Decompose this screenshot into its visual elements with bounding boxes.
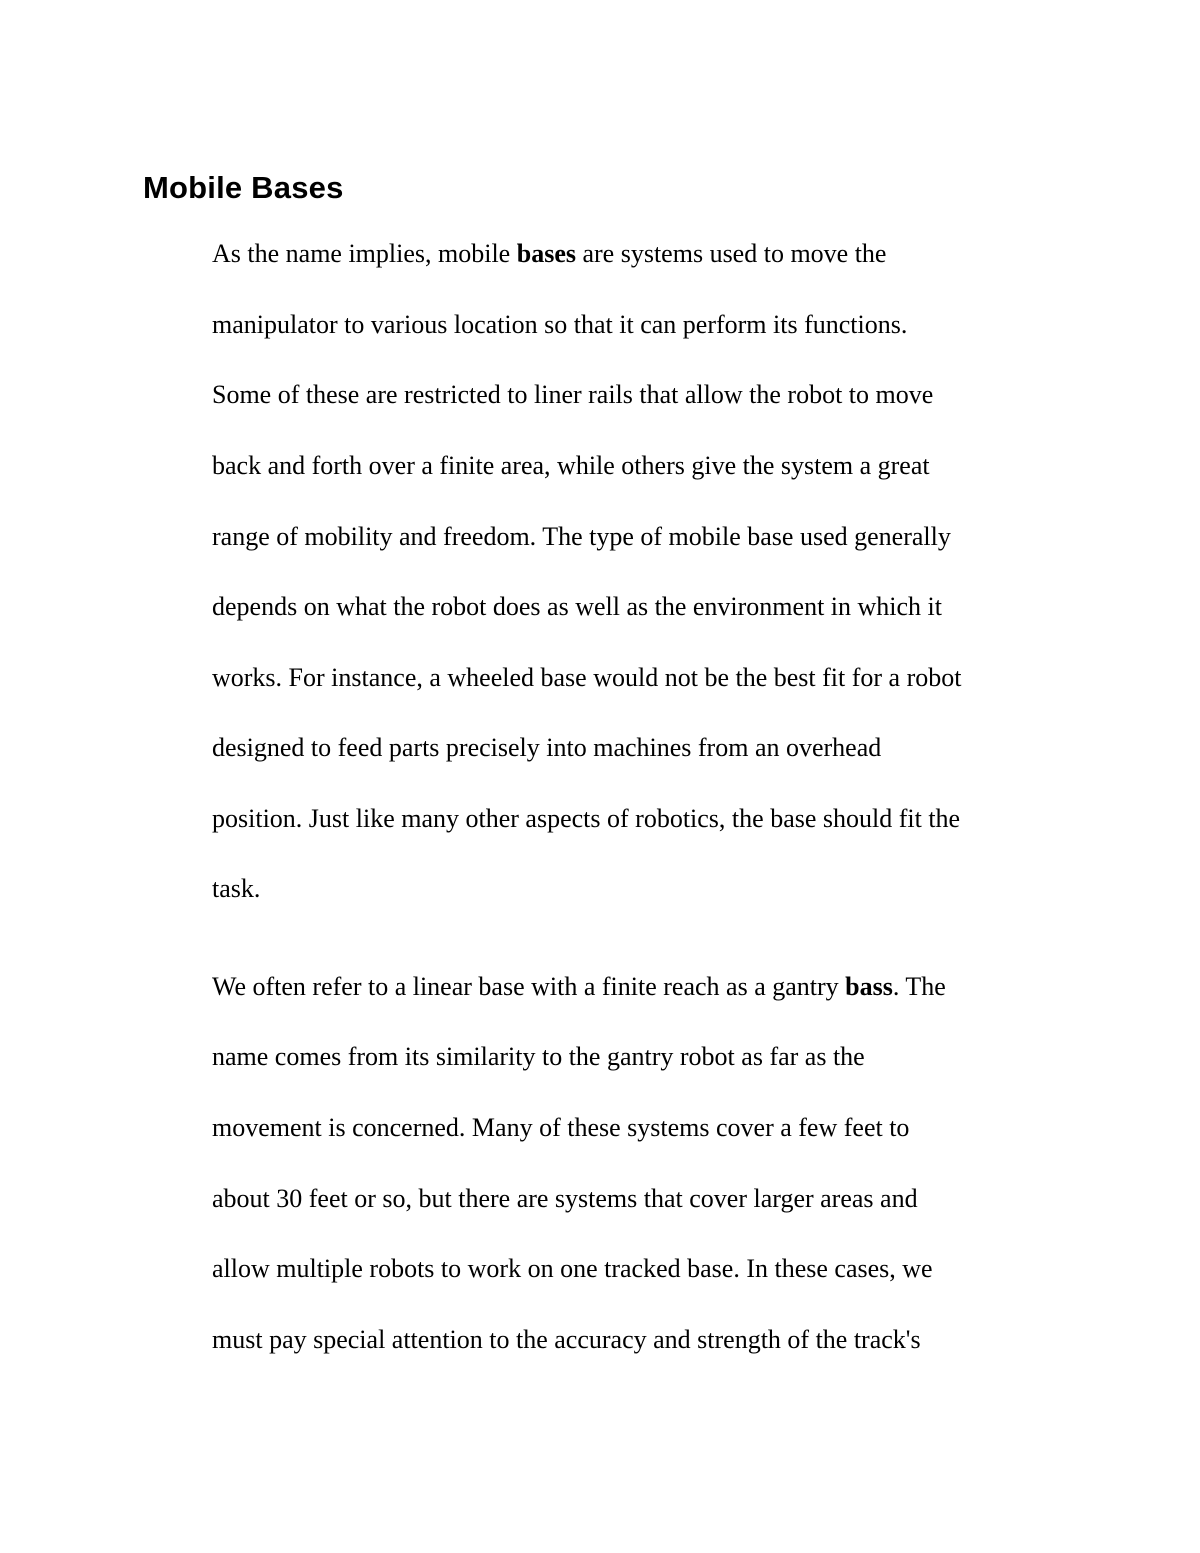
paragraph-line: movement is concerned. Many of these systems cover a few feet to xyxy=(212,1113,910,1142)
paragraph-line: range of mobility and freedom. The type of mobile base used generally xyxy=(212,522,951,551)
paragraph-line: manipulator to various location so that it can perform its functions. xyxy=(212,310,908,339)
paragraph-line: designed to feed parts precisely into machines from an overhead xyxy=(212,733,882,762)
paragraph-line: allow multiple robots to work on one tracked base. In these cases, we xyxy=(212,1254,933,1283)
paragraph-line: We often refer to a linear base with a finite reach as a gantry bass. The xyxy=(212,972,946,1001)
paragraph-line: task. xyxy=(212,874,261,903)
bold-term: bass xyxy=(845,972,893,1001)
paragraph-line: name comes from its similarity to the gantry robot as far as the xyxy=(212,1042,865,1071)
paragraph-line: As the name implies, mobile bases are systems used to move the xyxy=(212,239,887,268)
paragraph-line: about 30 feet or so, but there are systems that cover larger areas and xyxy=(212,1184,918,1213)
paragraph-line: works. For instance, a wheeled base would not be the best fit for a robot xyxy=(212,663,962,692)
paragraph-line: position. Just like many other aspects of robotics, the base should fit the xyxy=(212,804,961,833)
paragraph-line: Some of these are restricted to liner rails that allow the robot to move xyxy=(212,380,934,409)
paragraph-line: back and forth over a finite area, while others give the system a great xyxy=(212,451,930,480)
section-heading: Mobile Bases xyxy=(143,170,344,205)
paragraph-line: must pay special attention to the accuracy and strength of the track's xyxy=(212,1325,921,1354)
paragraph-line: depends on what the robot does as well as the environment in which it xyxy=(212,592,943,621)
bold-term: bases xyxy=(516,239,576,268)
